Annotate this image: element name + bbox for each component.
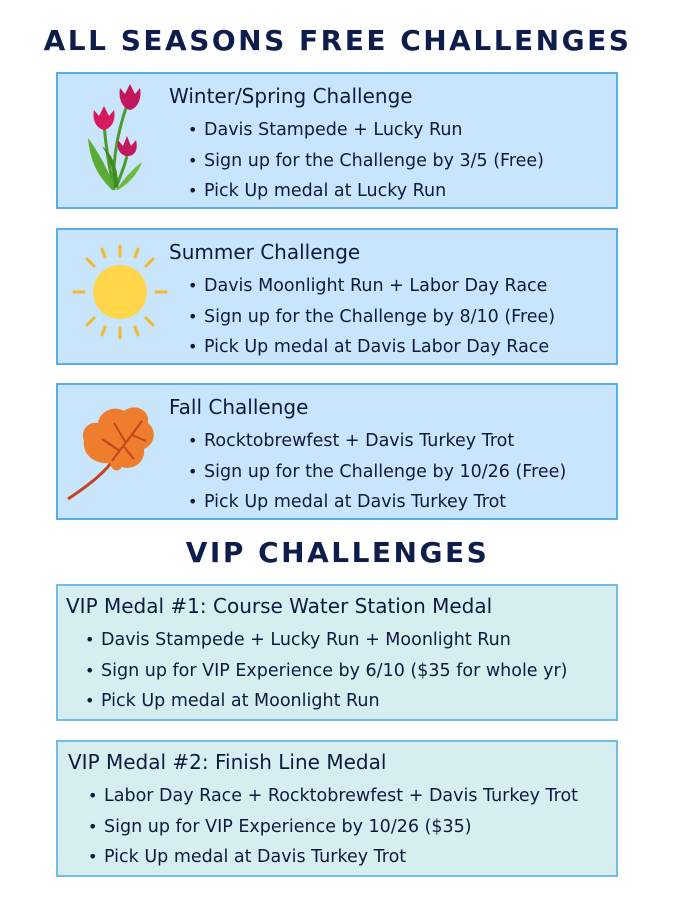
- list-item: • Davis Stampede + Lucky Run: [188, 115, 544, 146]
- item-list: [188, 426, 566, 518]
- list-item: • Pick Up medal at Davis Turkey Trot: [188, 487, 566, 518]
- list-item: • Sign up for VIP Experience by 6/10 ($35 for whole yr): [85, 656, 568, 687]
- list-item: • Sign up for the Challenge by 8/10 (Free): [188, 302, 555, 333]
- list-item: • Sign up for the Challenge by 3/5 (Free): [188, 146, 544, 177]
- list-item: • Sign up for the Challenge by 10/26 (Free): [188, 457, 566, 488]
- item-list: [88, 781, 578, 873]
- item-list: [85, 625, 568, 717]
- vip-challenges-heading: VIP CHALLENGES: [185, 536, 490, 569]
- list-item: • Labor Day Race + Rocktobrewfest + Davis Turkey Trot: [88, 781, 578, 812]
- list-item: • Pick Up medal at Davis Labor Day Race: [188, 332, 555, 363]
- free-challenges-heading: ALL SEASONS FREE CHALLENGES: [43, 24, 632, 57]
- vip-medal-2-card: [56, 740, 618, 877]
- summer-challenge-card: [56, 228, 618, 365]
- vip-medal-1-card: [56, 584, 618, 721]
- card-title: VIP Medal #1: Course Water Station Medal: [66, 594, 493, 618]
- list-item: • Davis Stampede + Lucky Run + Moonlight Run: [85, 625, 568, 656]
- card-title: Fall Challenge: [169, 395, 309, 419]
- sun-icon: [70, 242, 170, 342]
- tulip-icon: [84, 80, 148, 192]
- leaf-icon: [62, 399, 162, 503]
- card-title: Winter/Spring Challenge: [169, 84, 413, 108]
- fall-challenge-card: [56, 383, 618, 520]
- list-item: • Pick Up medal at Davis Turkey Trot: [88, 842, 578, 873]
- list-item: • Pick Up medal at Lucky Run: [188, 176, 544, 207]
- list-item: • Pick Up medal at Moonlight Run: [85, 686, 568, 717]
- card-title: Summer Challenge: [169, 240, 361, 264]
- list-item: • Sign up for VIP Experience by 10/26 ($35): [88, 812, 578, 843]
- list-item: • Davis Moonlight Run + Labor Day Race: [188, 271, 555, 302]
- card-title: VIP Medal #2: Finish Line Medal: [68, 750, 387, 774]
- list-item: • Rocktobrewfest + Davis Turkey Trot: [188, 426, 566, 457]
- item-list: [188, 271, 555, 363]
- item-list: [188, 115, 544, 207]
- winter-spring-challenge-card: [56, 72, 618, 209]
